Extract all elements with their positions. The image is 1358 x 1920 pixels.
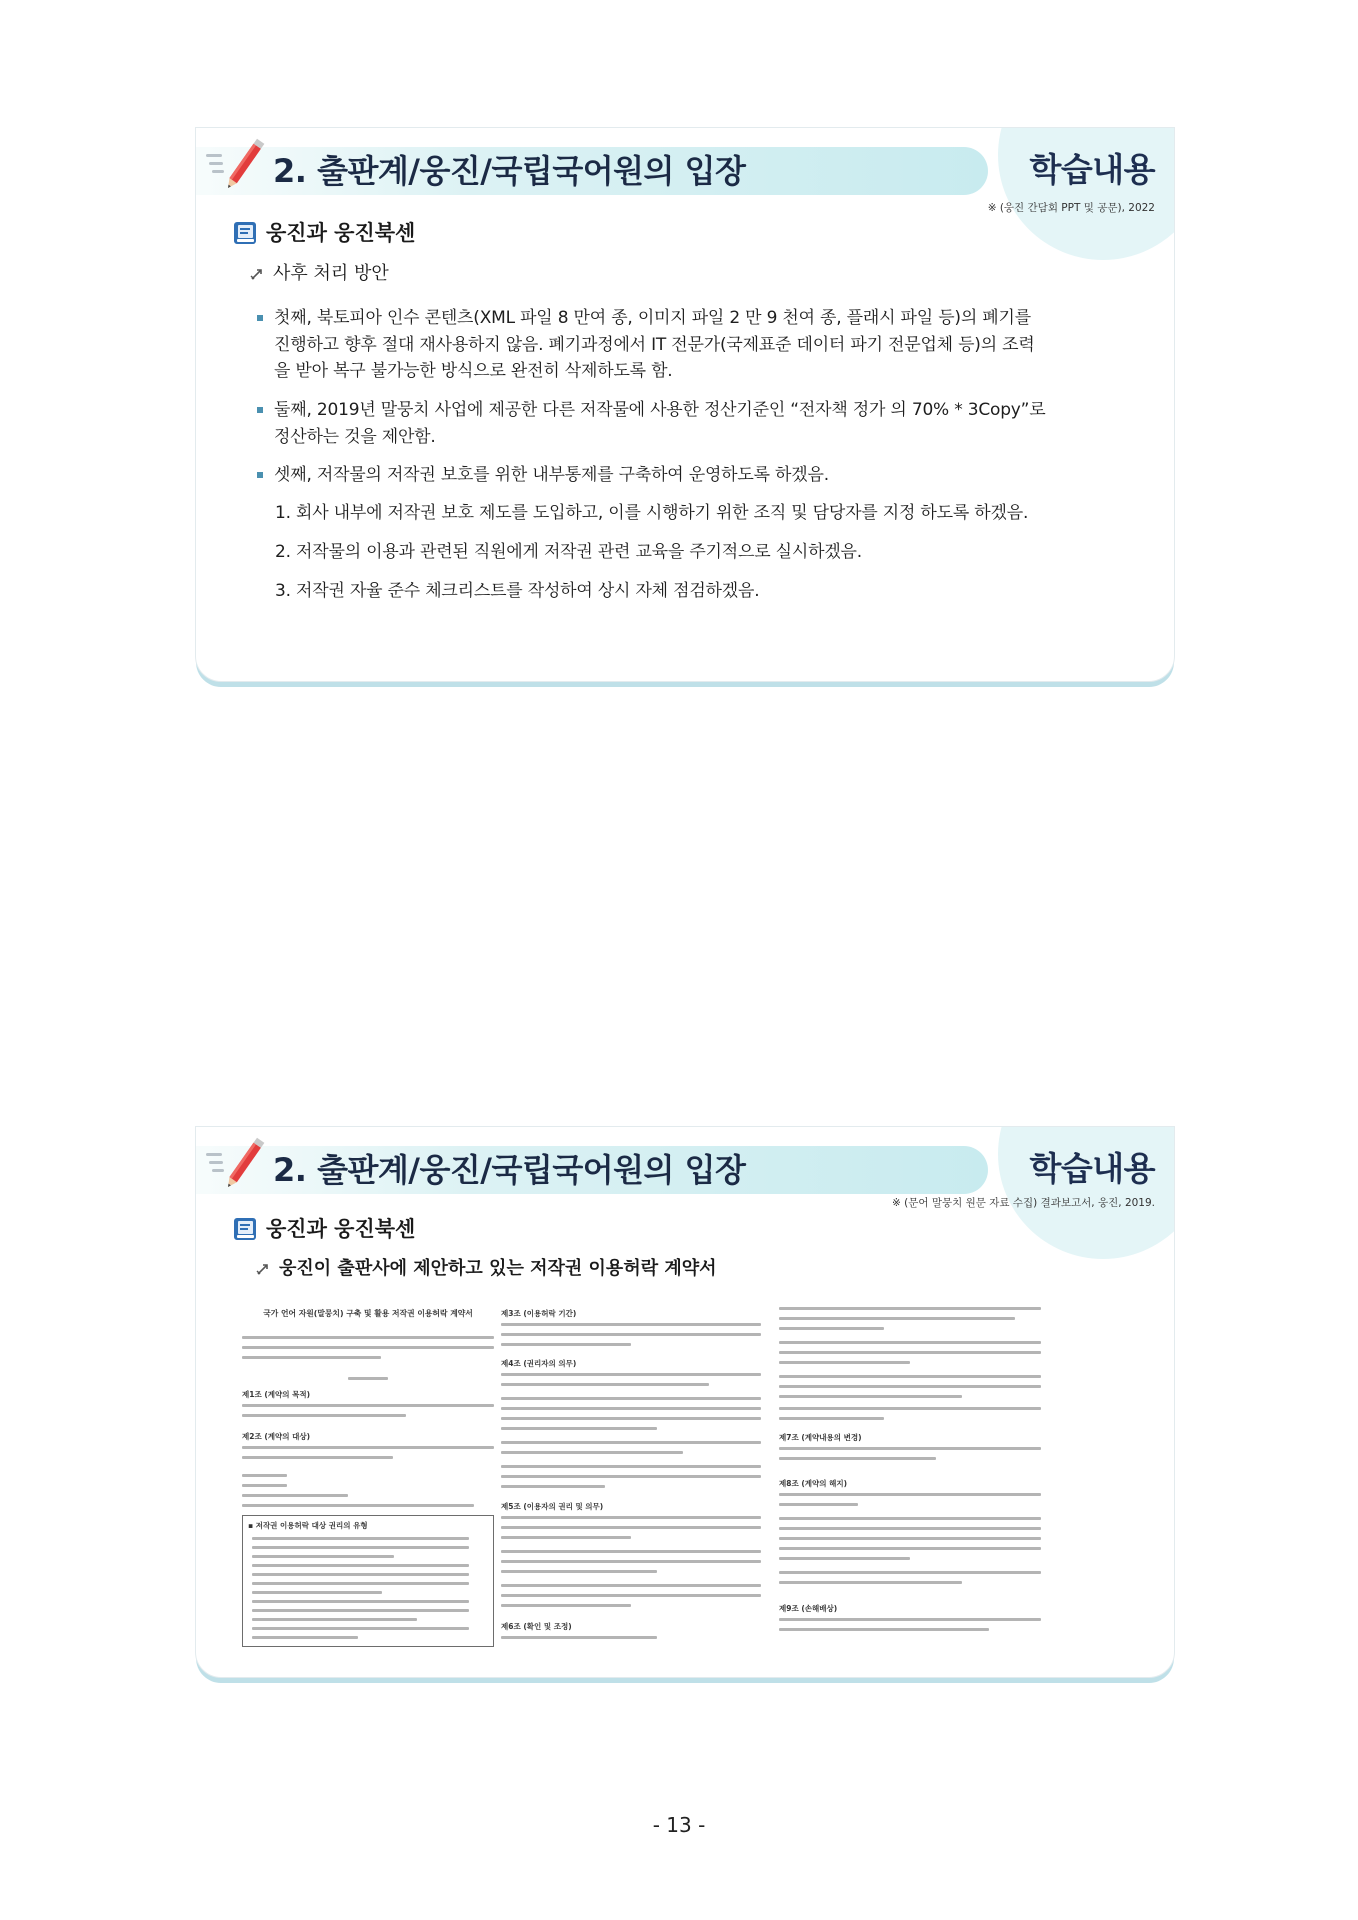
contract-text-line: [501, 1536, 631, 1539]
contract-text-line: [252, 1537, 469, 1540]
square-bullet-icon: [257, 315, 263, 321]
contract-text-line: [779, 1503, 858, 1506]
contract-text-line: [779, 1527, 1041, 1530]
contract-text-line: [501, 1427, 657, 1430]
header-circle-decoration: [998, 127, 1175, 260]
contract-text-line: [779, 1457, 936, 1460]
numbered-item-1: 1. 회사 내부에 저작권 보호 제도를 도입하고, 이를 시행하기 위한 조직 및 담당자를 지정 하도록 하겠음.: [275, 503, 1029, 523]
section-heading: 웅진과 웅진북센: [266, 1217, 416, 1241]
slide-2: [195, 1126, 1175, 1678]
contract-text-line: [501, 1636, 657, 1639]
contract-text-line: [779, 1407, 1041, 1410]
bullet-line: 둘째, 2019년 말뭉치 사업에 제공한 다른 저작물에 사용한 정산기준인 “전자책 정가 의 70% * 3Copy”로: [274, 400, 1046, 420]
contract-text-line: [501, 1526, 761, 1529]
bullet-line: 셋째, 저작물의 저작권 보호를 위한 내부통제를 구축하여 운영하도록 하겠음.: [274, 465, 829, 485]
slide-title: 2. 출판계/웅진/국립국어원의 입장: [273, 152, 746, 190]
contract-text-line: [501, 1570, 657, 1573]
contract-article-heading: 제7조 (계약내용의 변경): [779, 1433, 862, 1442]
contract-text-line: [501, 1417, 761, 1420]
learning-content-badge: 학습내용: [1029, 150, 1155, 189]
bullet-line: 진행하고 향후 절대 재사용하지 않음. 폐기과정에서 IT 전문가(국제표준 데이터 파기 전문업체 등)의 조력: [274, 334, 1035, 355]
contract-text-line: [242, 1414, 406, 1417]
contract-article-heading: 제2조 (계약의 대상): [242, 1432, 311, 1441]
contract-text-line: [779, 1493, 1041, 1496]
contract-text-line: [252, 1555, 394, 1558]
contract-text-line: [501, 1594, 761, 1597]
contract-text-line: [501, 1465, 761, 1468]
book-icon: [232, 1216, 258, 1242]
contract-text-line: [779, 1385, 1041, 1388]
slide-title: 2. 출판계/웅진/국립국어원의 입장: [273, 1151, 746, 1189]
numbered-item-3: 3. 저작권 자율 준수 체크리스트를 작성하여 상시 자체 점검하겠음.: [275, 581, 760, 601]
contract-text-line: [242, 1504, 474, 1507]
contract-text-line: [779, 1447, 1041, 1450]
page-number: - 13 -: [652, 1813, 706, 1837]
source-note: ※ (문어 말뭉치 원문 자료 수집) 결과보고서, 웅진, 2019.: [892, 1197, 1155, 1209]
pencil-icon: [206, 1135, 268, 1191]
contract-text-line: [242, 1484, 287, 1487]
contract-article-heading: 제9조 (손해배상): [779, 1604, 838, 1613]
contract-text-line: [779, 1341, 1041, 1344]
contract-text-line: [501, 1343, 631, 1346]
square-bullet-icon: [257, 472, 263, 478]
contract-text-line: [252, 1573, 469, 1576]
contract-text-line: [501, 1407, 761, 1410]
contract-text-line: [779, 1307, 1041, 1310]
contract-text-line: [252, 1636, 358, 1639]
contract-text-line: [242, 1346, 494, 1349]
source-note: ※ (웅진 간담회 PPT 및 공문), 2022: [987, 202, 1155, 214]
contract-text-line: [779, 1327, 884, 1330]
contract-text-line: [779, 1628, 989, 1631]
contract-text-line: [779, 1317, 1015, 1320]
contract-text-line: [501, 1333, 761, 1336]
contract-text-line: [501, 1383, 709, 1386]
contract-text-line: [501, 1604, 631, 1607]
bullet-item-1: [257, 305, 1035, 385]
bullet-line: 정산하는 것을 제안함.: [274, 426, 436, 447]
contract-document-scan: [236, 1299, 1046, 1651]
contract-text-line: [501, 1451, 683, 1454]
contract-text-line: [348, 1377, 388, 1380]
contract-text-line: [779, 1351, 1041, 1354]
contract-text-line: [242, 1474, 287, 1477]
contract-article-heading: 제4조 (권리자의 의무): [501, 1359, 577, 1368]
section-heading: 웅진과 웅진북센: [266, 221, 416, 245]
contract-text-line: [501, 1550, 761, 1553]
bullet-line: 첫째, 북토피아 인수 콘텐츠(XML 파일 8 만여 종, 이미지 파일 2 만 9 천여 종, 플래시 파일 등)의 폐기를: [274, 308, 1031, 328]
contract-text-line: [501, 1397, 761, 1400]
contract-text-line: [252, 1546, 469, 1549]
contract-text-line: [252, 1600, 469, 1603]
book-icon: [232, 220, 258, 246]
contract-text-line: [252, 1627, 469, 1630]
contract-text-line: [779, 1417, 884, 1420]
contract-text-line: [242, 1456, 393, 1459]
contract-text-line: [242, 1356, 381, 1359]
contract-article-heading: 제1조 (계약의 목적): [242, 1390, 311, 1399]
contract-text-line: [779, 1547, 1041, 1550]
contract-text-line: [501, 1373, 761, 1376]
contract-article-heading: 제6조 (확인 및 조정): [501, 1622, 572, 1631]
contract-text-line: [252, 1582, 469, 1585]
numbered-item-2: 2. 저작물의 이용과 관련된 직원에게 저작권 관련 교육을 주기적으로 실시하겠음.: [275, 542, 862, 562]
pen-icon: [249, 266, 265, 282]
contract-text-line: [252, 1609, 469, 1612]
contract-text-line: [779, 1618, 1041, 1621]
contract-text-line: [501, 1560, 761, 1563]
pencil-icon: [206, 136, 268, 192]
contract-article-heading: 제8조 (계약의 해지): [779, 1479, 848, 1488]
contract-text-line: [501, 1485, 605, 1488]
header-circle-decoration: [998, 1126, 1175, 1259]
contract-text-line: [242, 1336, 494, 1339]
contract-text-line: [501, 1584, 761, 1587]
contract-text-line: [779, 1375, 1041, 1378]
subheading: 사후 처리 방안: [273, 263, 389, 284]
contract-text-line: [242, 1494, 348, 1497]
pen-icon: [255, 1261, 271, 1277]
learning-content-badge: 학습내용: [1029, 1149, 1155, 1188]
slide-1: [195, 127, 1175, 682]
bullet-line: 을 받아 복구 불가능한 방식으로 완전히 삭제하도록 함.: [274, 361, 673, 381]
contract-text-line: [501, 1516, 761, 1519]
contract-text-line: [252, 1591, 382, 1594]
contract-text-line: [242, 1404, 494, 1407]
contract-article-heading: 제3조 (이용허락 기간): [501, 1309, 577, 1318]
contract-text-line: [501, 1475, 761, 1478]
contract-text-line: [779, 1517, 1041, 1520]
contract-text-line: [779, 1361, 910, 1364]
subheading: 웅진이 출판사에 제안하고 있는 저작권 이용허락 계약서: [279, 1258, 717, 1279]
contract-text-line: [252, 1618, 417, 1621]
contract-text-line: [501, 1441, 761, 1444]
contract-text-line: [252, 1564, 469, 1567]
bullet-item-3: [257, 462, 829, 489]
contract-text-line: [779, 1581, 962, 1584]
contract-text-line: [501, 1323, 761, 1326]
square-bullet-icon: [257, 407, 263, 413]
contract-box-heading: ▪ 저작권 이용허락 대상 권리의 유형: [248, 1521, 368, 1530]
contract-text-line: [779, 1557, 910, 1560]
contract-text-line: [242, 1446, 494, 1449]
contract-text-line: [779, 1395, 962, 1398]
bullet-item-2: [257, 397, 1045, 450]
contract-text-line: [779, 1571, 1041, 1574]
contract-text-line: [779, 1537, 1041, 1540]
contract-article-heading: 제5조 (이용자의 권리 및 의무): [501, 1502, 604, 1511]
contract-title: 국가 언어 자원(말뭉치) 구축 및 활용 저작권 이용허락 계약서: [263, 1309, 473, 1318]
